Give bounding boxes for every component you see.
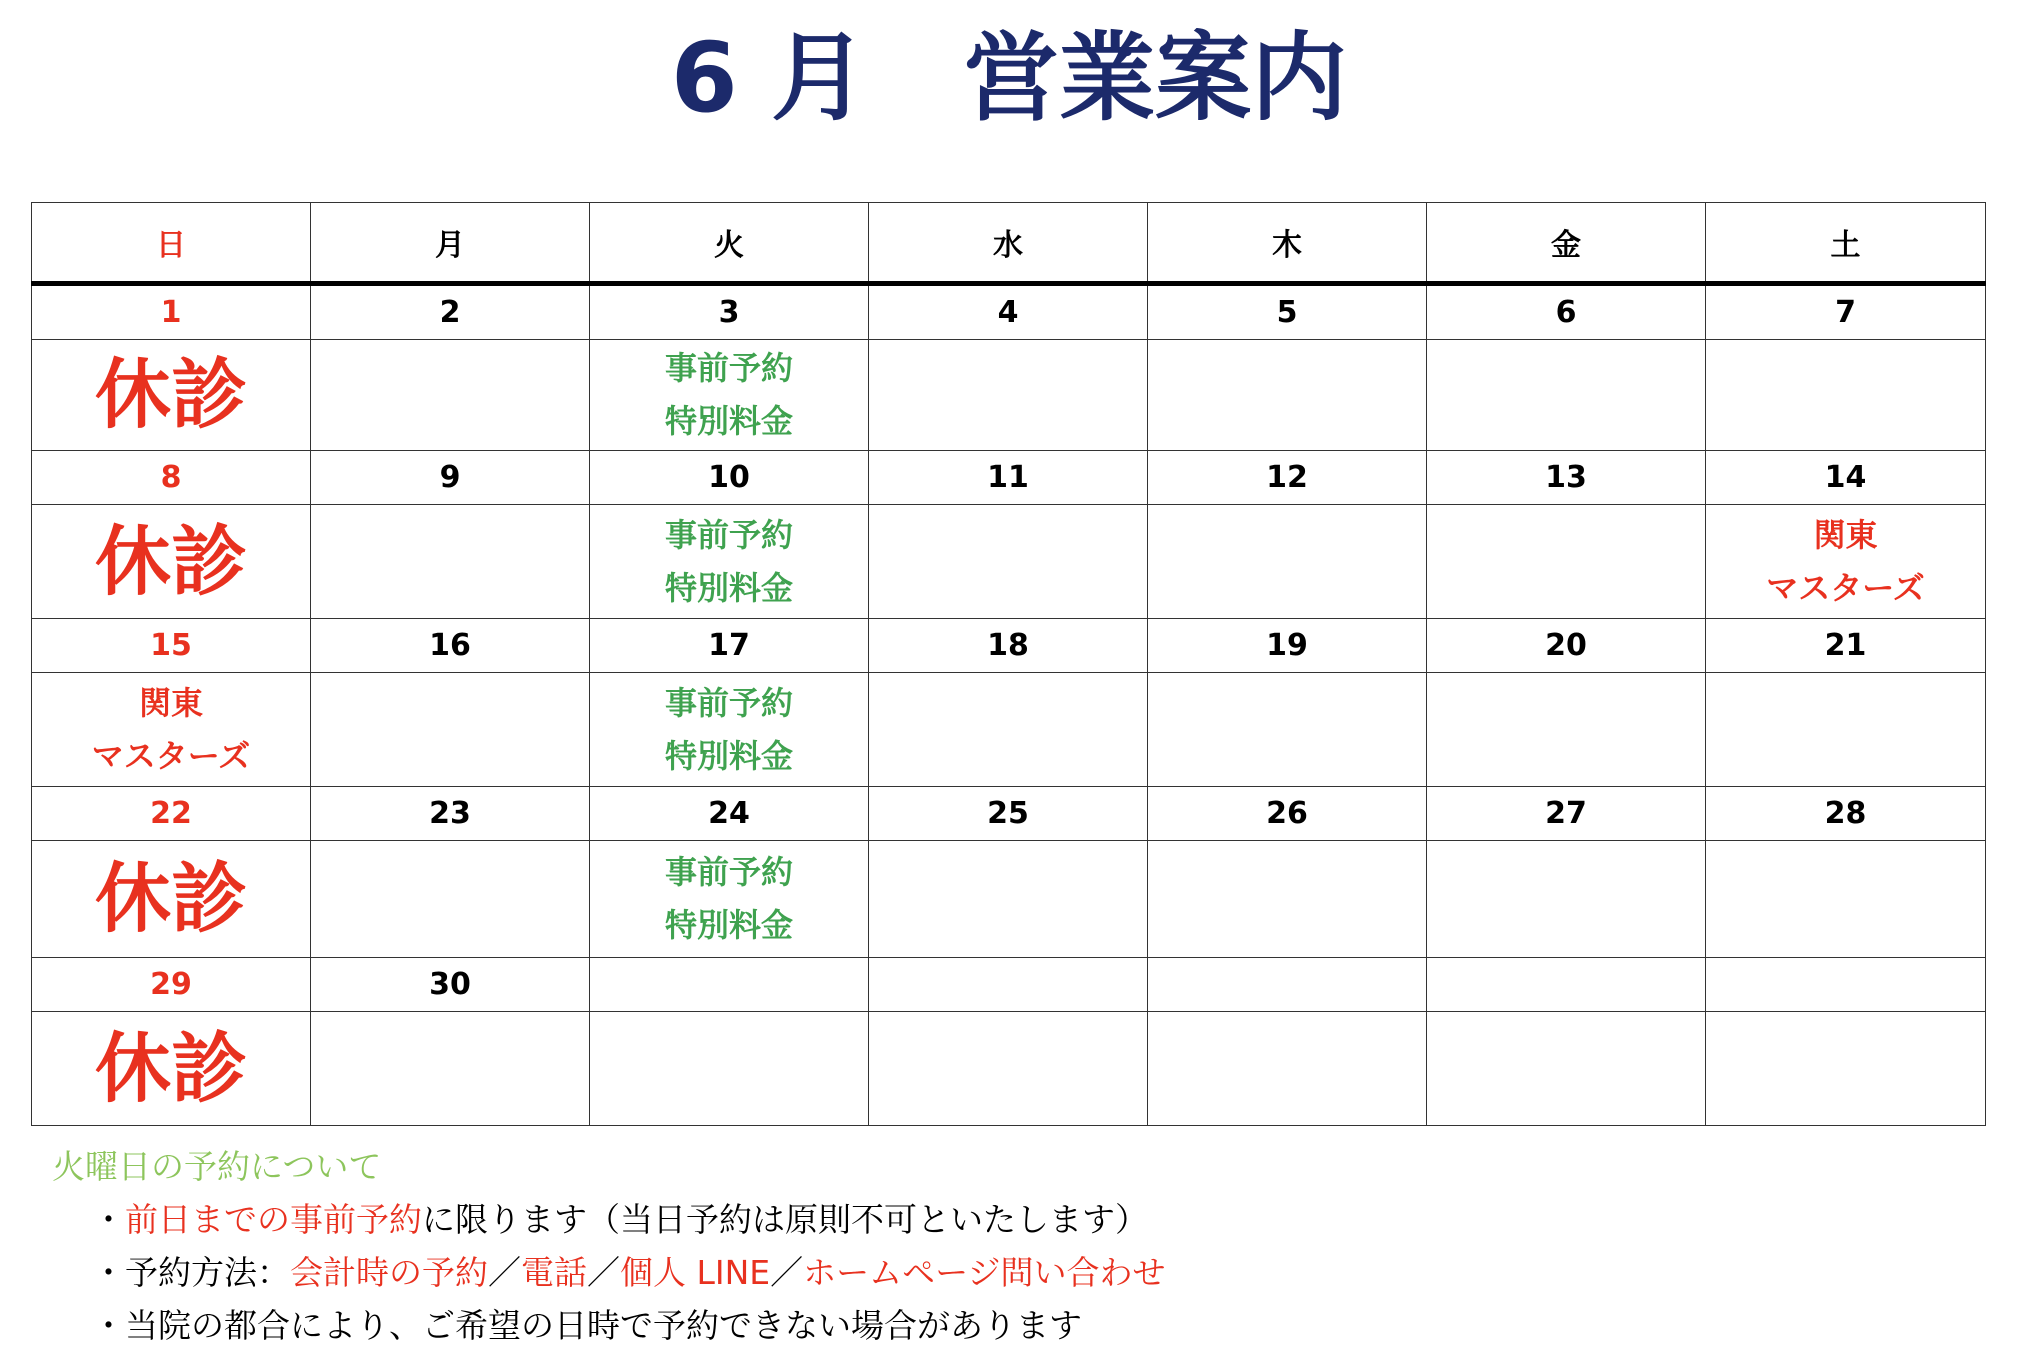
date-number: 23: [311, 787, 590, 841]
day-note-cell: [1148, 1012, 1427, 1126]
page-title: 6 月 営業案内: [670, 22, 1348, 134]
note-row: [32, 505, 1986, 619]
reservation-note: 特別料金: [664, 568, 793, 607]
day-note-cell: [1706, 505, 1986, 619]
event-note: マスターズ: [91, 736, 251, 775]
highlight-text: 電話: [521, 1253, 587, 1292]
date-number: 19: [1148, 619, 1427, 673]
date-row: [32, 619, 1986, 673]
date-number: 10: [590, 451, 869, 505]
reservation-note: 特別料金: [664, 402, 793, 440]
weekday-header: 火: [590, 203, 869, 284]
day-note-cell: [1427, 505, 1706, 619]
highlight-text: 個人 LINE: [620, 1253, 771, 1292]
reservation-notes: [52, 1140, 1952, 1352]
date-number: 6: [1427, 284, 1706, 340]
date-row: [32, 787, 1986, 841]
date-number: 13: [1427, 451, 1706, 505]
day-note-cell: [869, 505, 1148, 619]
day-note-cell: [1706, 340, 1986, 451]
notes-text: ／: [587, 1253, 620, 1292]
day-note-cell: [32, 1012, 311, 1126]
date-number: 8: [32, 451, 311, 505]
date-number: 5: [1148, 284, 1427, 340]
date-number: [1427, 958, 1706, 1012]
date-number: 20: [1427, 619, 1706, 673]
date-number: 11: [869, 451, 1148, 505]
reservation-note: 事前予約: [664, 349, 793, 387]
day-note-cell: [869, 841, 1148, 958]
notes-heading: 火曜日の予約について: [52, 1147, 382, 1186]
date-number: 4: [869, 284, 1148, 340]
weekday-header: 金: [1427, 203, 1706, 284]
reservation-note: 事前予約: [664, 515, 793, 554]
notes-text: ／: [488, 1253, 521, 1292]
date-number: 24: [590, 787, 869, 841]
closed-label: 休診: [95, 516, 247, 606]
date-row: [32, 284, 1986, 340]
day-note-cell: [1148, 340, 1427, 451]
date-number: 3: [590, 284, 869, 340]
date-number: 29: [32, 958, 311, 1012]
day-note-cell: [32, 505, 311, 619]
highlight-text: 会計時の予約: [290, 1253, 488, 1292]
date-number: 25: [869, 787, 1148, 841]
notes-text: に限ります（当日予約は原則不可といたします）: [422, 1200, 1148, 1239]
day-note-cell: [869, 673, 1148, 787]
highlight-text: ホームページ問い合わせ: [803, 1253, 1166, 1292]
day-note-cell: [590, 841, 869, 958]
weekday-header: 月: [311, 203, 590, 284]
date-number: 9: [311, 451, 590, 505]
notes-item: [52, 1246, 1952, 1299]
date-number: [590, 958, 869, 1012]
day-note-cell: [1706, 841, 1986, 958]
weekday-header: 水: [869, 203, 1148, 284]
closed-label: 休診: [95, 1023, 247, 1113]
date-number: [869, 958, 1148, 1012]
day-note-cell: [311, 340, 590, 451]
notes-text: ・: [92, 1200, 125, 1239]
day-note-cell: [32, 673, 311, 787]
day-note-cell: [1427, 1012, 1706, 1126]
day-note-cell: [590, 505, 869, 619]
date-number: 12: [1148, 451, 1427, 505]
date-number: [1706, 958, 1986, 1012]
date-number: 22: [32, 787, 311, 841]
date-number: [1148, 958, 1427, 1012]
date-number: 1: [32, 284, 311, 340]
day-note-cell: [869, 340, 1148, 451]
day-note-cell: [1427, 673, 1706, 787]
date-number: 21: [1706, 619, 1986, 673]
day-note-cell: [1706, 1012, 1986, 1126]
day-note-cell: [311, 673, 590, 787]
day-note-cell: [1427, 841, 1706, 958]
day-note-cell: [869, 1012, 1148, 1126]
note-row: [32, 673, 1986, 787]
day-note-cell: [32, 841, 311, 958]
weekday-header: 土: [1706, 203, 1986, 284]
highlight-text: 前日までの事前予約: [125, 1200, 422, 1239]
date-row: [32, 958, 1986, 1012]
weekday-header-row: [32, 203, 1986, 284]
reservation-note: 特別料金: [664, 906, 793, 944]
date-number: 14: [1706, 451, 1986, 505]
notes-text: ・予約方法：: [92, 1253, 290, 1292]
day-note-cell: [311, 1012, 590, 1126]
date-number: 2: [311, 284, 590, 340]
date-number: 30: [311, 958, 590, 1012]
reservation-note: 特別料金: [664, 736, 793, 775]
event-note: 関東: [1813, 515, 1878, 554]
day-note-cell: [1148, 505, 1427, 619]
reservation-note: 事前予約: [664, 853, 793, 891]
date-number: 27: [1427, 787, 1706, 841]
date-number: 15: [32, 619, 311, 673]
note-row: [32, 1012, 1986, 1126]
closed-label: 休診: [95, 350, 247, 439]
date-number: 26: [1148, 787, 1427, 841]
closed-label: 休診: [95, 854, 247, 943]
day-note-cell: [32, 340, 311, 451]
note-row: [32, 841, 1986, 958]
day-note-cell: [1427, 340, 1706, 451]
date-number: 17: [590, 619, 869, 673]
day-note-cell: [311, 505, 590, 619]
event-note: マスターズ: [1766, 568, 1925, 607]
weekday-header: 木: [1148, 203, 1427, 284]
day-note-cell: [590, 673, 869, 787]
date-number: 16: [311, 619, 590, 673]
day-note-cell: [1706, 673, 1986, 787]
weekday-header: 日: [32, 203, 311, 284]
event-note: 関東: [138, 683, 203, 722]
date-number: 7: [1706, 284, 1986, 340]
reservation-note: 事前予約: [664, 683, 793, 722]
day-note-cell: [1148, 673, 1427, 787]
notes-text: ／: [770, 1253, 804, 1292]
calendar-table: [31, 202, 1986, 1126]
date-number: 28: [1706, 787, 1986, 841]
notes-text: ・当院の都合により、ご希望の日時で予約できない場合があります: [92, 1306, 1082, 1345]
day-note-cell: [590, 1012, 869, 1126]
day-note-cell: [1148, 841, 1427, 958]
date-number: 18: [869, 619, 1148, 673]
day-note-cell: [311, 841, 590, 958]
note-row: [32, 340, 1986, 451]
date-row: [32, 451, 1986, 505]
day-note-cell: [590, 340, 869, 451]
notes-item: [52, 1299, 1952, 1352]
notes-item: [52, 1193, 1952, 1246]
